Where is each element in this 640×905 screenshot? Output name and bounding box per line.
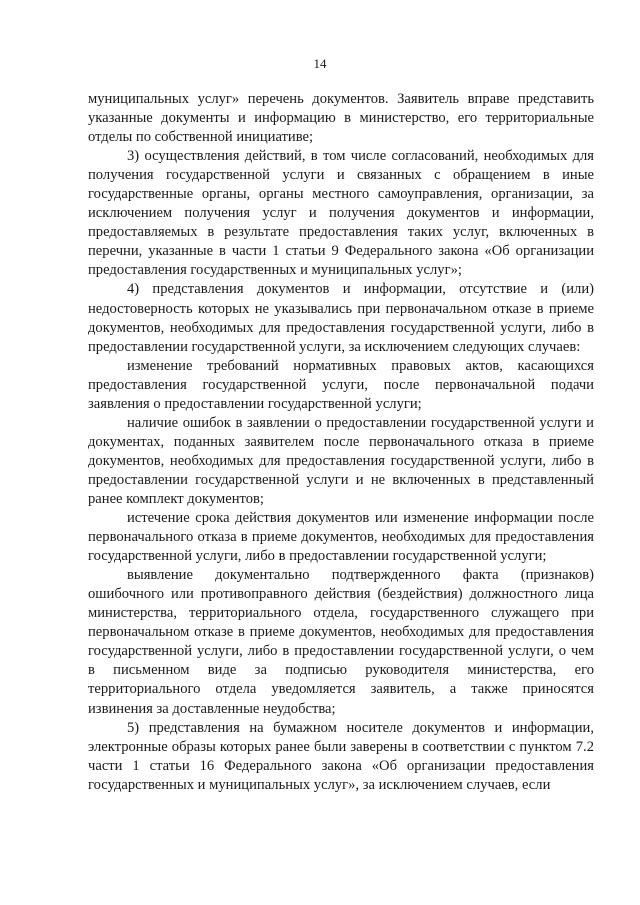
paragraph-exception-expiry: истечение срока действия документов или изменение информации после первоначального отказа в приеме документов, необходимых для предоставления государственной услуги, либо в предоставлении государственной услуги;	[88, 510, 594, 565]
paragraph-item-4: 4) представления документов и информации, отсутствие и (или) недостоверность которых не указывались при первоначальном отказе в приеме документов, необходимых для предоставления государственной услуги, либо в предоставлении государственной услуги, за исключением следующих случаев:	[88, 281, 594, 355]
paragraph-continuation: муниципальных услуг» перечень документов. Заявитель вправе представить указанные документы и информацию в министерство, его территориальные отделы по собственной инициативе;	[88, 91, 594, 146]
paragraph-exception-errors: наличие ошибок в заявлении о предоставлении государственной услуги и документах, поданных заявителем после первоначального отказа в приеме документов, необходимых для предоставления государственной услуги, либо в предоставлении государственной услуги и не включенных в представленный ранее комплект документов;	[88, 414, 594, 507]
paragraph-exception-regulations: изменение требований нормативных правовых актов, касающихся предоставления государственной услуги, после первоначальной подачи заявления о предоставлении государственной услуги;	[88, 357, 594, 412]
paragraph-item-3: 3) осуществления действий, в том числе согласований, необходимых для получения государственной услуги и связанных с обращением в иные государственные органы, органы местного самоуправления, организации, за исключением получения услуг и получения документов и информации, предоставляемых в результате предоставления таких услуг, включенных в перечни, указанные в части 1 статьи 9 Федерального закона «Об организации предоставления государственных и муниципальных услуг»;	[88, 148, 594, 279]
paragraph-exception-misconduct: выявление документально подтвержденного факта (признаков) ошибочного или противоправного действия (бездействия) должностного лица министерства, территориального отдела, государственного служащего при первоначальном отказе в приеме документов, необходимых для предоставления государственной услуги, либо в предоставлении государственной услуги, о чем в письменном виде за подписью руководителя министерства, его территориального отдела уведомляется заявитель, а также приносятся извинения за доставленные неудобства;	[88, 567, 594, 717]
document-body	[88, 90, 594, 795]
page-number: 14	[313, 56, 327, 71]
paragraph-item-5: 5) представления на бумажном носителе документов и информации, электронные образы которых ранее были заверены в соответствии с пунктом 7.2 части 1 статьи 16 Федерального закона «Об организации предоставления государственных и муниципальных услуг», за исключением случаев, если	[88, 719, 594, 793]
